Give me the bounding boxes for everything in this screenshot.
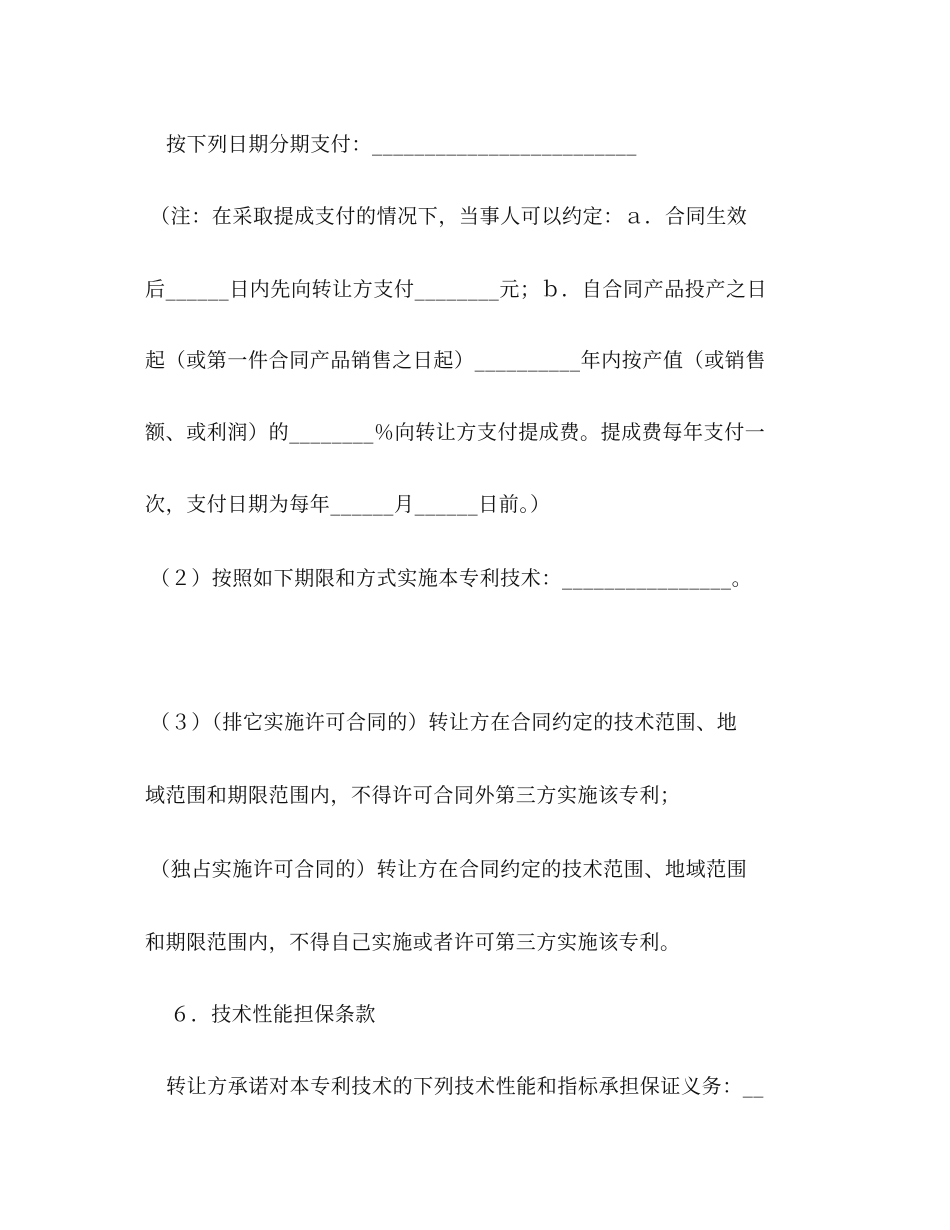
clause-3-line-1: （３）（排它实施许可合同的）转让方在合同约定的技术范围、地 — [150, 710, 738, 734]
exclusive-license-line-2: 和期限范围内，不得自己实施或者许可第三方实施该专利。 — [145, 930, 681, 954]
note-line-1: （注：在采取提成支付的情况下，当事人可以约定：ａ．合同生效 — [150, 204, 748, 228]
exclusive-license-line-1: （独占实施许可合同的）转让方在合同约定的技术范围、地域范围 — [150, 857, 748, 881]
note-line-4: 额、或利润）的________％向转让方支付提成费。提成费每年支付一 — [145, 420, 766, 444]
section-6-heading: ６．技术性能担保条款 — [170, 1002, 376, 1026]
performance-guarantee-line: 转让方承诺对本专利技术的下列技术性能和指标承担保证义务：__ — [166, 1074, 764, 1098]
installment-payment-line: 按下列日期分期支付：_________________________ — [166, 132, 637, 156]
note-line-5: 次，支付日期为每年______月______日前。） — [145, 492, 551, 516]
note-line-2: 后______日内先向转让方支付________元；ｂ．自合同产品投产之日 — [145, 277, 768, 301]
note-line-3: 起（或第一件合同产品销售之日起）__________年内按产值（或销售 — [145, 348, 766, 372]
clause-3-line-2: 域范围和期限范围内，不得许可合同外第三方实施该专利； — [145, 783, 681, 807]
clause-2-line: （２）按照如下期限和方式实施本专利技术：________________。 — [150, 566, 753, 590]
